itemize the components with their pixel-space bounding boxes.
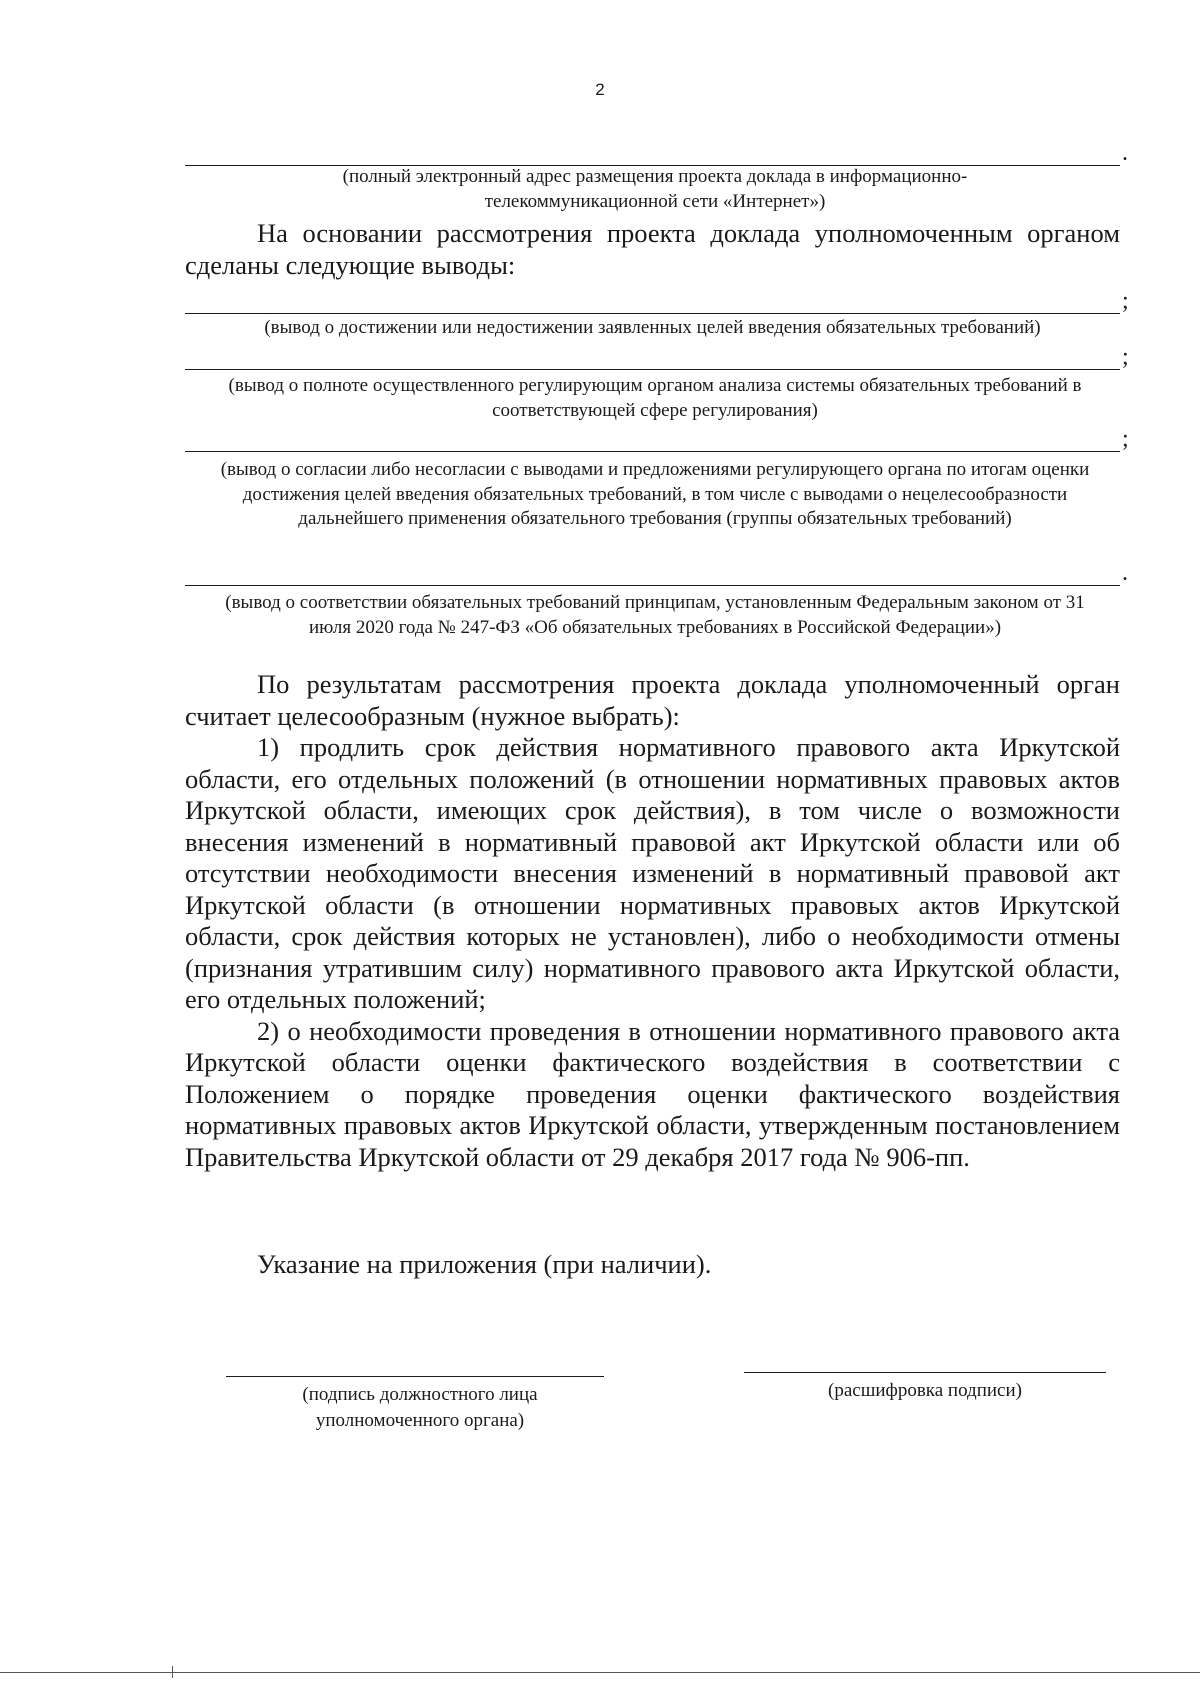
agreement-line-end: ; (1122, 426, 1129, 452)
attachments-section (185, 1249, 1120, 1281)
results-section (185, 669, 1120, 1173)
footer-tick (172, 1666, 173, 1678)
signature-caption: (подпись должностного лица уполномоченного органа) (302, 1384, 538, 1431)
results-intro-text: По результатам рассмотрения проекта доклада уполномоченный орган считает целесообразным (нужное выбрать): (185, 669, 1120, 731)
footer-rule (0, 1672, 1200, 1673)
option-2-text: 2) о необходимости проведения в отношении нормативного правового акта Иркутской области оценки фактического воздействия в соответствии с Положением о порядке проведения оценки фактического воздействия нормативных правовых актов Иркутской области, утвержденным постановлением Правительства Иркутской области от 29 декабря 2017 года № 906-пп. (185, 1015, 1120, 1172)
completeness-line-end: ; (1122, 344, 1129, 370)
attachments-text: Указание на приложения (при наличии). (257, 1249, 712, 1279)
signature-decoding-line[interactable] (744, 1370, 1106, 1373)
goals-line-end: ; (1122, 288, 1129, 314)
conclusions-intro-text: На основании рассмотрения проекта доклада уполномоченным органом сделаны следующие выводы: (185, 218, 1120, 280)
completeness-blank-line[interactable] (185, 347, 1120, 370)
agreement-caption: (вывод о согласии либо несогласии с выводами и предложениями регулирующего органа по итогам оценки достижения целей введения обязательных требований, в том числе с выводами о нецелесообразности дальнейшего применения обязательного требования (группы обязательных требований) (220, 459, 1090, 529)
address-line-end: . (1122, 140, 1128, 166)
goals-blank-line[interactable] (185, 291, 1120, 314)
conclusions-intro (185, 218, 1120, 281)
signature-decoding-caption: (расшифровка подписи) (828, 1380, 1022, 1401)
address-caption: (полный электронный адрес размещения проекта доклада в информационно-телекоммуникационной сети «Интернет») (342, 166, 968, 212)
page-number: 2 (595, 80, 605, 99)
agreement-blank-line[interactable] (185, 429, 1120, 452)
option-1-text: 1) продлить срок действия нормативного правового акта Иркутской области, его отдельных положений (в отношении нормативных правовых актов Иркутской области, имеющих срок действия), в том числе о возможности внесения изменений в нормативный правовой акт Иркутской области или об отсутствии необходимости внесения изменений в нормативный правовой акт Иркутской области (в отношении нормативных правовых актов Иркутской области, срок действия которых не установлен), либо о необходимости отмены (признания утратившим силу) нормативного правового акта Иркутской области, его отдельных положений; (185, 732, 1120, 1014)
goals-caption: (вывод о достижении или недостижении заявленных целей введения обязательных требований) (264, 317, 1041, 338)
compliance-caption: (вывод о соответствии обязательных требований принципам, установленным Федеральным законом от 31 июля 2020 года № 247-ФЗ «Об обязательных требованиях в Российской Федерации») (225, 592, 1085, 638)
compliance-line-end: . (1122, 560, 1128, 586)
address-blank-line[interactable] (185, 143, 1120, 166)
signature-line[interactable] (226, 1374, 604, 1377)
completeness-caption: (вывод о полноте осуществленного регулирующим органом анализа системы обязательных требований в соответствующей сфере регулирования) (228, 375, 1082, 421)
compliance-blank-line[interactable] (185, 563, 1120, 586)
